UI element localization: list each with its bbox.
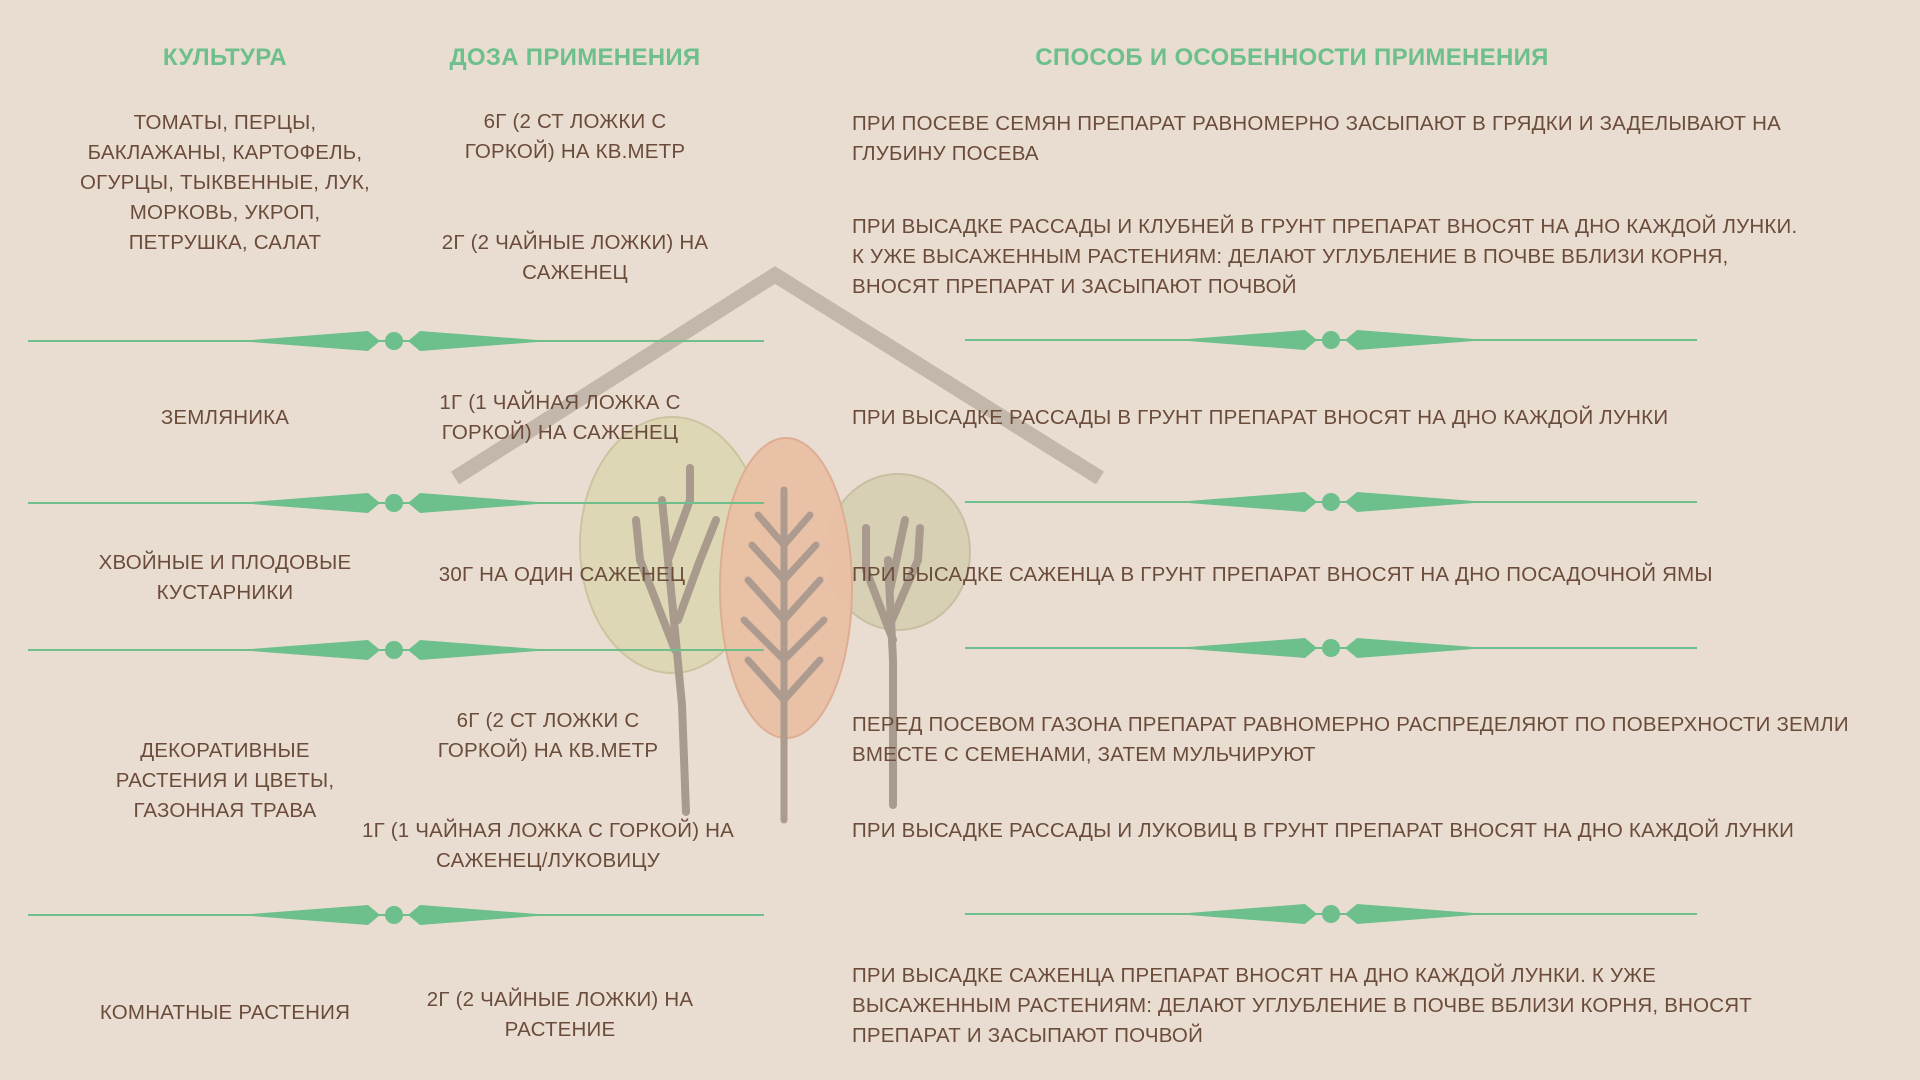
row-5-culture: КОМНАТНЫЕ РАСТЕНИЯ bbox=[99, 1001, 351, 1024]
row-1-dose-1: 6Г (2 СТ ЛОЖКИ С ГОРКОЙ) НА КВ.МЕТР bbox=[464, 110, 686, 163]
header-culture: КУЛЬТУРА bbox=[162, 44, 288, 71]
row-1-dose-2: 2Г (2 ЧАЙНЫЕ ЛОЖКИ) НА САЖЕНЕЦ bbox=[441, 231, 709, 284]
divider-right-3 bbox=[965, 633, 1697, 663]
divider-left-1 bbox=[28, 326, 764, 356]
row-1-method-1: ПРИ ПОСЕВЕ СЕМЯН ПРЕПАРАТ РАВНОМЕРНО ЗАСЫПАЮТ В ГРЯДКИ И ЗАДЕЛЫВАЮТ НА ГЛУБИНУ ПОСЕВА bbox=[852, 112, 1781, 165]
divider-left-3 bbox=[28, 635, 764, 665]
divider-right-2 bbox=[965, 487, 1697, 517]
row-4-method-2: ПРИ ВЫСАДКЕ РАССАДЫ И ЛУКОВИЦ В ГРУНТ ПРЕПАРАТ ВНОСЯТ НА ДНО КАЖДОЙ ЛУНКИ bbox=[852, 819, 1795, 842]
row-3-dose-1: 30Г НА ОДИН САЖЕНЕЦ bbox=[438, 563, 686, 586]
row-4-dose-1: 6Г (2 СТ ЛОЖКИ С ГОРКОЙ) НА КВ.МЕТР bbox=[437, 709, 659, 762]
row-2-dose-1: 1Г (1 ЧАЙНАЯ ЛОЖКА С ГОРКОЙ) НА САЖЕНЕЦ bbox=[439, 391, 681, 444]
header-dose: ДОЗА ПРИМЕНЕНИЯ bbox=[449, 44, 701, 71]
row-4-method-1: ПЕРЕД ПОСЕВОМ ГАЗОНА ПРЕПАРАТ РАВНОМЕРНО РАСПРЕДЕЛЯЮТ ПО ПОВЕРХНОСТИ ЗЕМЛИ ВМЕСТЕ С СЕМЕНАМИ, ЗАТЕМ МУЛЬЧИРУЮТ bbox=[852, 713, 1849, 766]
row-4-dose-2: 1Г (1 ЧАЙНАЯ ЛОЖКА С ГОРКОЙ) НА САЖЕНЕЦ/ЛУКОВИЦУ bbox=[361, 819, 735, 872]
divider-left-4 bbox=[28, 900, 764, 930]
row-5-method-1: ПРИ ВЫСАДКЕ САЖЕНЦА ПРЕПАРАТ ВНОСЯТ НА ДНО КАЖДОЙ ЛУНКИ. К УЖЕ ВЫСАЖЕННЫМ РАСТЕНИЯМ: ДЕЛАЮТ УГЛУБЛЕНИЕ В ПОЧВЕ ВБЛИЗИ КОРНЯ, ВНОСЯТ ПРЕПАРАТ И ЗАСЫПАЮТ ПОЧВОЙ bbox=[852, 964, 1752, 1047]
header-method: СПОСОБ И ОСОБЕННОСТИ ПРИМЕНЕНИЯ bbox=[1035, 44, 1549, 71]
row-3-method-1: ПРИ ВЫСАДКЕ САЖЕНЦА В ГРУНТ ПРЕПАРАТ ВНОСЯТ НА ДНО ПОСАДОЧНОЙ ЯМЫ bbox=[852, 563, 1713, 586]
divider-left-2 bbox=[28, 488, 764, 518]
row-3-culture: ХВОЙНЫЕ И ПЛОДОВЫЕ КУСТАРНИКИ bbox=[98, 551, 352, 604]
row-2-culture: ЗЕМЛЯНИКА bbox=[160, 406, 290, 429]
row-1-culture: ТОМАТЫ, ПЕРЦЫ, БАКЛАЖАНЫ, КАРТОФЕЛЬ, ОГУРЦЫ, ТЫКВЕННЫЕ, ЛУК, МОРКОВЬ, УКРОП, ПЕТРУШКА, САЛАТ bbox=[80, 111, 370, 254]
divider-right-4 bbox=[965, 899, 1697, 929]
divider-right-1 bbox=[965, 325, 1697, 355]
row-4-culture: ДЕКОРАТИВНЫЕ РАСТЕНИЯ И ЦВЕТЫ, ГАЗОННАЯ ТРАВА bbox=[115, 739, 335, 822]
row-5-dose-1: 2Г (2 ЧАЙНЫЕ ЛОЖКИ) НА РАСТЕНИЕ bbox=[426, 988, 694, 1041]
row-1-method-2: ПРИ ВЫСАДКЕ РАССАДЫ И КЛУБНЕЙ В ГРУНТ ПРЕПАРАТ ВНОСЯТ НА ДНО КАЖДОЙ ЛУНКИ. К УЖЕ ВЫСАЖЕННЫМ РАСТЕНИЯМ: ДЕЛАЮТ УГЛУБЛЕНИЕ В ПОЧВЕ ВБЛИЗИ КОРНЯ, ВНОСЯТ ПРЕПАРАТ И ЗАСЫПАЮТ ПОЧВОЙ bbox=[852, 215, 1798, 298]
row-2-method-1: ПРИ ВЫСАДКЕ РАССАДЫ В ГРУНТ ПРЕПАРАТ ВНОСЯТ НА ДНО КАЖДОЙ ЛУНКИ bbox=[852, 406, 1669, 429]
